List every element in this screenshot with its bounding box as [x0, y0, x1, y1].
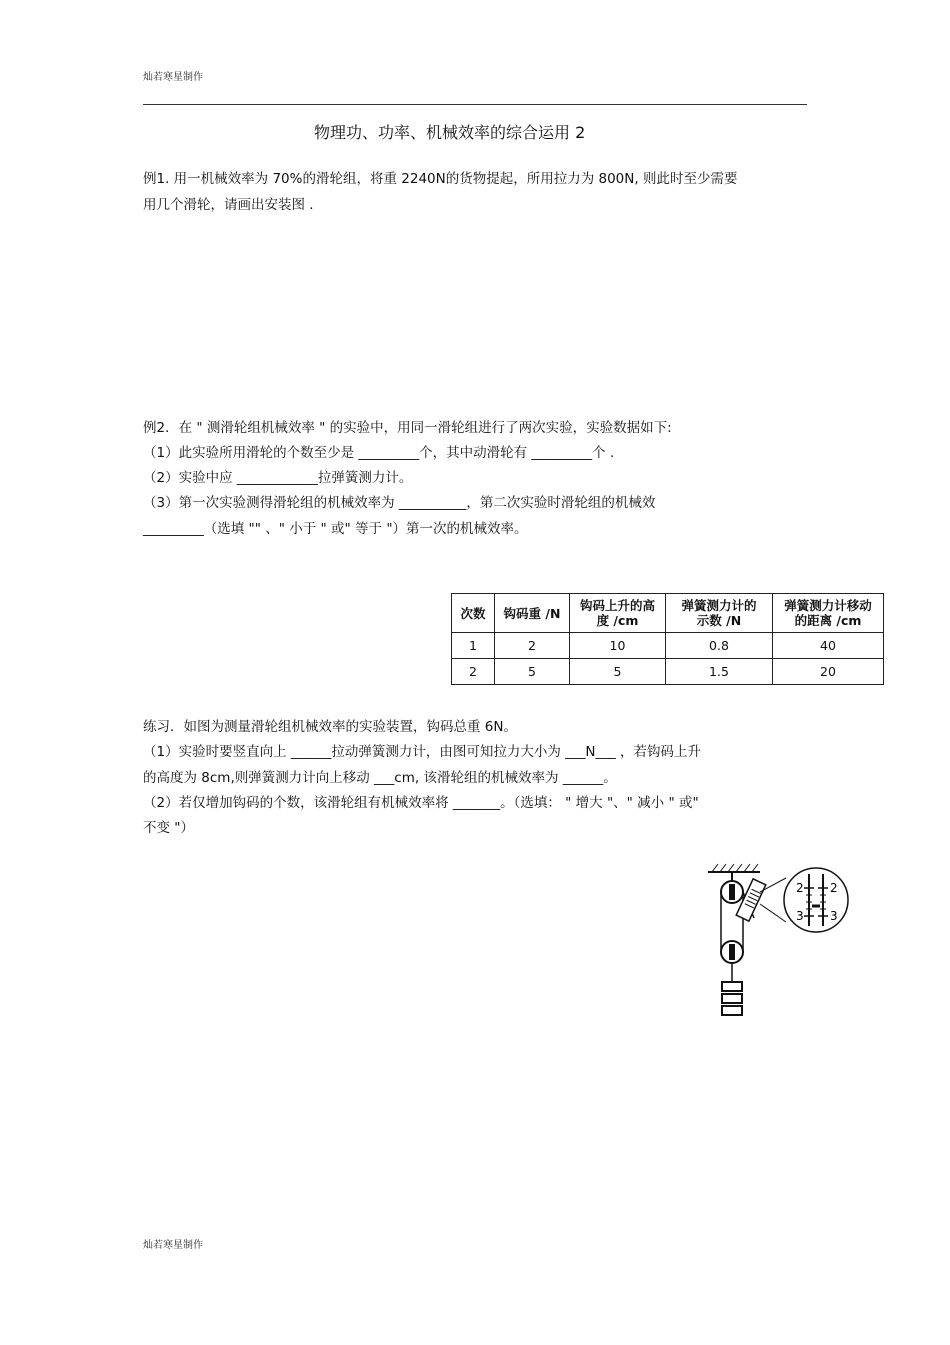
movable-pulley-icon: [721, 941, 743, 978]
table-cell: 0.8: [666, 633, 773, 659]
example2-question3-cont: _________（选填 "" 、" 小于 " 或" 等于 "）第一次的机械效率。: [143, 521, 528, 537]
table-header-row: [452, 594, 884, 633]
example2-question1: （1）此实验所用滑轮的个数至少是 _________个，其中动滑轮有 _________个 .: [143, 445, 615, 461]
table-cell: 1.5: [666, 659, 773, 685]
table-cell: 40: [773, 633, 884, 659]
practice-question1b: 的高度为 8cm,则弹簧测力计向上移动 ___cm, 该滑轮组的机械效率为 ______。: [143, 770, 617, 786]
table-header-cell: 钩码上升的高 度 /cm: [570, 594, 666, 633]
practice-question1a: （1）实验时要竖直向上 ______拉动弹簧测力计，由图可知拉力大小为 ___N___ ，若钩码上升: [143, 744, 702, 760]
scale-label: 3: [830, 909, 838, 923]
scale-label: 2: [796, 881, 804, 895]
table-header-cell: 弹簧测力计移动 的距离 /cm: [773, 594, 884, 633]
experiment-data-table: [451, 593, 884, 685]
page-header: 灿若寒星制作: [143, 72, 203, 83]
page-footer: 灿若寒星制作: [143, 1240, 203, 1251]
scale-label: 2: [830, 881, 838, 895]
example2-intro: 例2．在 " 测滑轮组机械效率 " 的实验中，用同一滑轮组进行了两次实验，实验数据如下:: [143, 420, 672, 436]
table-cell: 20: [773, 659, 884, 685]
example2-question2: （2）实验中应 ____________拉弹簧测力计。: [143, 470, 413, 486]
practice-intro: 练习．如图为测量滑轮组机械效率的实验装置，钩码总重 6N。: [143, 719, 517, 735]
table-cell: 1: [452, 633, 495, 659]
hook-weights-icon: [722, 978, 742, 1015]
table-cell: 5: [495, 659, 570, 685]
example2-question3: （3）第一次实验测得滑轮组的机械效率为 __________，第二次实验时滑轮组的机械效: [143, 495, 656, 511]
table-cell: 10: [570, 633, 666, 659]
table-cell: 5: [570, 659, 666, 685]
spring-scale-icon: [736, 878, 786, 922]
practice-question2a: （2）若仅增加钩码的个数，该滑轮组有机械效率将 _______。（选填： " 增大 "、" 减小 " 或": [143, 795, 699, 811]
table-row: [452, 633, 884, 659]
table-row: [452, 659, 884, 685]
table-header-cell: 弹簧测力计的 示数 /N: [666, 594, 773, 633]
table-header-cell: 次数: [452, 594, 495, 633]
example1-line2: 用几个滑轮，请画出安装图 .: [143, 197, 314, 213]
table-cell: 2: [452, 659, 495, 685]
fixed-pulley-icon: [721, 872, 743, 903]
magnified-scale-icon: [784, 868, 848, 932]
practice-question2b: 不变 "）: [143, 820, 195, 836]
scale-label: 3: [796, 909, 804, 923]
header-rule: [143, 104, 807, 105]
ceiling-support-icon: [708, 864, 760, 872]
table-cell: 2: [495, 633, 570, 659]
page-title: 物理功、功率、机械效率的综合运用 2: [314, 123, 586, 142]
example1-line1: 例1. 用一机械效率为 70%的滑轮组，将重 2240N的货物提起，所用拉力为 800N, 则此时至少需要: [143, 171, 738, 187]
pulley-apparatus-figure: [700, 860, 860, 1025]
table-header-cell: 钩码重 /N: [495, 594, 570, 633]
